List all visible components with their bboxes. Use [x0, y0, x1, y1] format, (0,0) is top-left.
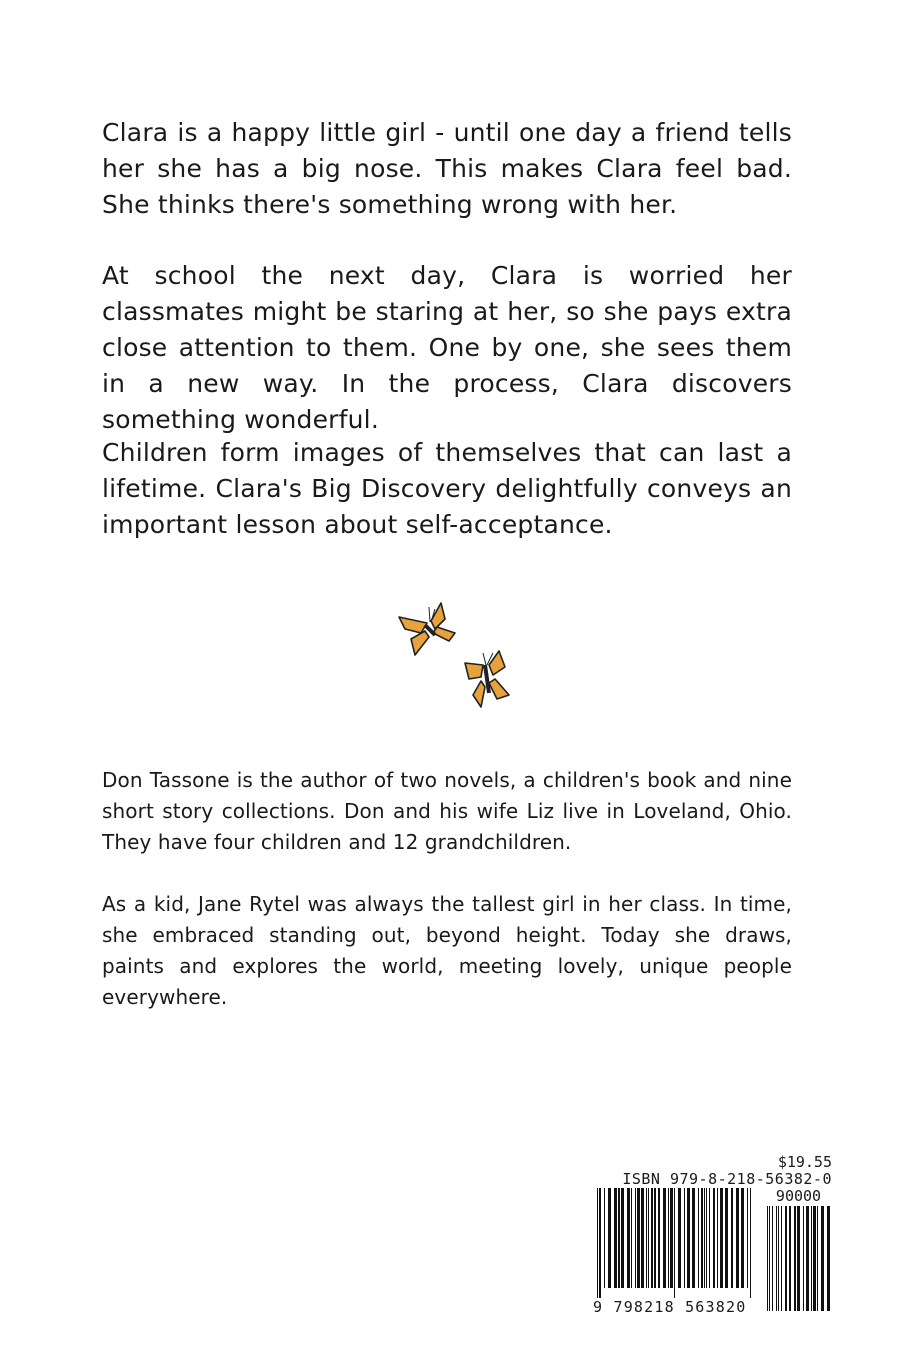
barcode-bar: [635, 1188, 636, 1288]
barcode-bar: [806, 1206, 809, 1311]
barcode-bar: [706, 1188, 707, 1288]
barcode-bar: [637, 1188, 640, 1288]
barcode-bar: [821, 1206, 824, 1311]
barcode-bar: [597, 1188, 598, 1298]
barcode-bar: [789, 1206, 791, 1311]
barcode-bar: [750, 1188, 751, 1298]
barcode-bar: [704, 1188, 705, 1288]
barcode-bar: [684, 1188, 685, 1288]
barcode-bar: [817, 1206, 818, 1311]
barcode-bar: [785, 1206, 787, 1311]
barcode-bar: [781, 1206, 782, 1311]
butterflies-illustration: [385, 595, 525, 720]
barcode-bar: [736, 1188, 739, 1288]
price-label: $19.55: [777, 1153, 832, 1171]
barcode-bar: [668, 1188, 669, 1288]
barcode-bar: [794, 1206, 796, 1311]
barcode-bar: [741, 1188, 744, 1288]
barcode-main: [595, 1188, 755, 1298]
barcode-bar: [803, 1206, 804, 1311]
barcode-bar: [778, 1206, 779, 1311]
barcode-bar: [658, 1188, 660, 1288]
butterfly-icon: [399, 603, 455, 655]
barcode-bar: [747, 1188, 748, 1288]
barcode-bar: [701, 1188, 703, 1288]
barcode-bar: [731, 1188, 733, 1288]
barcode-addon: [765, 1206, 832, 1311]
barcode-bar: [651, 1188, 653, 1288]
barcode-bar: [670, 1188, 673, 1288]
barcode-bar: [641, 1188, 644, 1288]
barcode-bar: [813, 1206, 816, 1311]
barcode-bar: [608, 1188, 611, 1288]
author-bio: Don Tassone is the author of two novels, a children's book and nine short story collections. Don and his wife Liz live in Loveland, Ohio. They have four children and 12 grandchildren.: [102, 768, 792, 854]
butterfly-icon: [465, 651, 509, 707]
barcode-bar: [663, 1188, 666, 1288]
barcode-bar: [767, 1206, 768, 1311]
barcode-bar: [614, 1188, 617, 1288]
isbn-label: ISBN 979-8-218-56382-0: [622, 1170, 832, 1188]
addon-number: 90000: [775, 1187, 822, 1205]
barcode-bar: [654, 1188, 656, 1288]
barcode-bar: [725, 1188, 728, 1288]
barcode-bar: [627, 1188, 630, 1288]
barcode-bar: [674, 1188, 675, 1298]
barcode-bar: [618, 1188, 620, 1288]
barcode-bar: [621, 1188, 624, 1288]
barcode-bar: [827, 1206, 830, 1311]
barcode-bar: [646, 1188, 647, 1288]
blurb-paragraph-1: Clara is a happy little girl - until one day a friend tells her she has a big nose. This makes Clara feel bad. She thinks there's something wrong with her.: [102, 118, 792, 219]
barcode-bar: [720, 1188, 723, 1288]
barcode-bar: [698, 1188, 699, 1288]
barcode-bar: [631, 1188, 632, 1288]
ean-number: 9 798218 563820: [593, 1298, 747, 1316]
barcode-bar: [692, 1188, 695, 1288]
barcode-bar: [648, 1188, 649, 1288]
barcode-bar: [772, 1206, 773, 1311]
blurb-paragraph-2: At school the next day, Clara is worried her classmates might be staring at her, so she pays extra close attention to them. One by one, she sees them in a new way. In the process, Clara discovers something wonderful.: [102, 261, 792, 434]
barcode-bar: [717, 1188, 718, 1288]
barcode-bar: [604, 1188, 605, 1288]
barcode-bar: [678, 1188, 681, 1288]
barcode-bar: [769, 1206, 770, 1311]
barcode-bar: [797, 1206, 800, 1311]
blurb-paragraph-3: Children form images of themselves that can last a lifetime. Clara's Big Discovery delightfully conveys an important lesson about self-acceptance.: [102, 438, 792, 539]
barcode-bar: [776, 1206, 777, 1311]
barcode-bar: [713, 1188, 715, 1288]
barcode-bar: [687, 1188, 690, 1288]
barcode-bar: [709, 1188, 710, 1288]
illustrator-bio: As a kid, Jane Rytel was always the tallest girl in her class. In time, she embraced standing out, beyond height. Today she draws, paints and explores the world, meeting lovely, unique people everywhere.: [102, 892, 792, 1009]
barcode-bar: [811, 1206, 812, 1311]
barcode-bar: [599, 1188, 601, 1298]
